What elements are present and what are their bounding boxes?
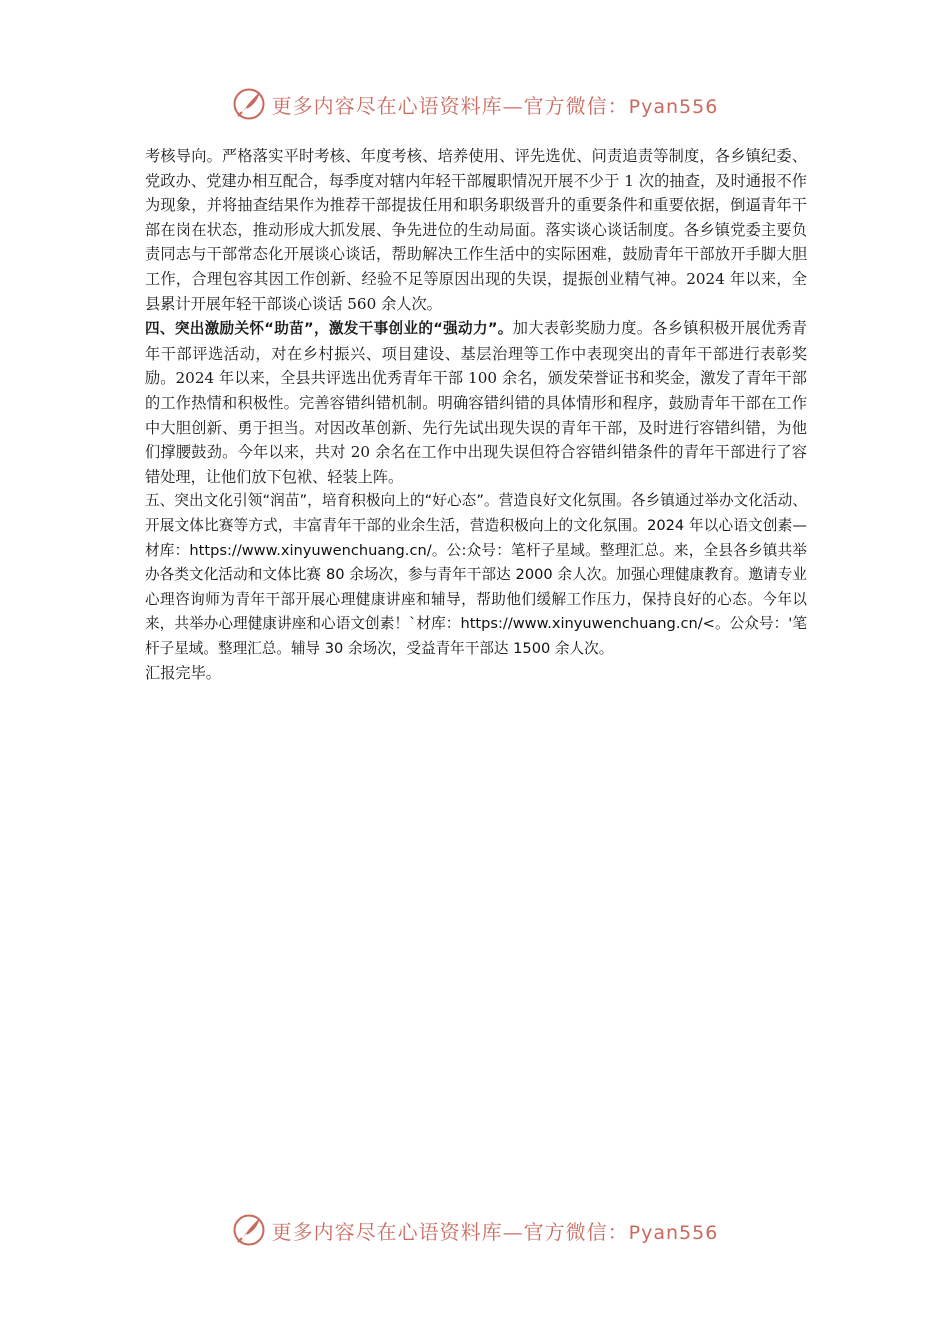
section-4-heading: 四、突出激励关怀“助苗”，激发干事创业的“强动力”。 xyxy=(145,320,513,338)
document-body xyxy=(145,144,807,686)
paragraph-assessment: 考核导向。严格落实平时考核、年度考核、培养使用、评先选优、问责追责等制度，各乡镇纪委、党政办、党建办相互配合，每季度对辖内年轻干部履职情况开展不少于 1 次的抽查，及时通报不作为现象，并将抽查结果作为推荐干部提拔任用和职务职级晋升的重要条件和重要依据，倒逼青年干部在岗在状态，推动形成大抓发展、争先进位的生动局面。落实谈心谈话制度。各乡镇党委主要负责同志与干部常态化开展谈心谈话，帮助解决工作生活中的实际困难，鼓励青年干部放开手脚大胆工作，合理包容其因工作创新、经验不足等原因出现的失误，提振创业精气神。2024 年以来，全县累计开展年轻干部谈心谈话 560 余人次。 xyxy=(145,147,807,313)
paragraph-section-5: 五、突出文化引领“润苗”，培育积极向上的“好心态”。营造良好文化氛围。各乡镇通过举办文化活动、开展文体比赛等方式，丰富青年干部的业余生活，营造积极向上的文化氛围。2024 年以心语文创素—材库：https://www.xinyuwenchuang.cn/。公:众号：笔杆子星域。整理汇总。来，全县各乡镇共举办各类文化活动和文体比赛 80 余场次，参与青年干部达 2000 余人次。加强心理健康教育。邀请专业心理咨询师为青年干部开展心理健康讲座和辅导，帮助他们缓解工作压力，保持良好的心态。今年以来，共举办心理健康讲座和心语文创素！`材库：https://www.xinyuwenchuang.cn/<。公众号：'笔杆子星域。整理汇总。辅导 30 余场次，受益青年干部达 1500 余人次。 xyxy=(145,492,807,657)
paragraph-section-4 xyxy=(145,316,807,489)
watermark-wechat-id: Pyan556 xyxy=(628,95,719,118)
watermark-text: 更多内容尽在心语资料库—官方微信：Pyan556 xyxy=(271,1219,719,1244)
quill-pen-icon xyxy=(232,87,266,121)
footer-watermark-banner xyxy=(0,1210,950,1250)
watermark-wechat-id: Pyan556 xyxy=(628,1221,719,1244)
closing-line: 汇报完毕。 xyxy=(145,664,221,683)
quill-pen-icon xyxy=(232,1213,266,1247)
watermark-text: 更多内容尽在心语资料库—官方微信：Pyan556 xyxy=(271,93,719,118)
section-4-body: 加大表彰奖励力度。各乡镇积极开展优秀青年干部评选活动，对在乡村振兴、项目建设、基层治理等工作中表现突出的青年干部进行表彰奖励。2024 年以来，全县共评选出优秀青年干部 100 余名，颁发荣誉证书和奖金，激发了青年干部的工作热情和积极性。完善容错纠错机制。明确容错纠错的具体情形和程序，鼓励青年干部在工作中大胆创新、勇于担当。对因改革创新、先行先试出现失误的青年干部，及时进行容错纠错，为他们撑腰鼓劲。今年以来，共对 20 余名在工作中出现失误但符合容错纠错条件的青年干部进行了容错处理，让他们放下包袱、轻装上阵。 xyxy=(145,319,807,486)
header-watermark-banner xyxy=(0,84,950,124)
